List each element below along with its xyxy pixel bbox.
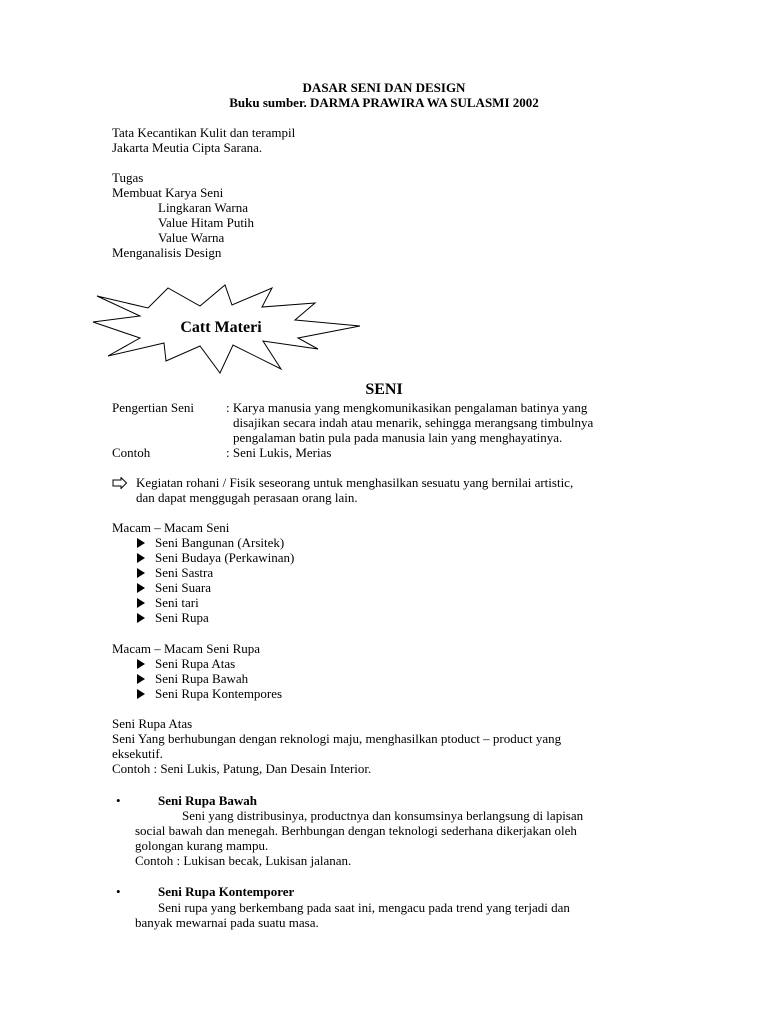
list-item (137, 535, 284, 550)
rupa-kontemporer-line: Seni rupa yang berkembang pada saat ini, mengacu pada trend yang terjadi dan (158, 900, 570, 915)
contoh-label: Contoh (112, 445, 151, 460)
pengertian-line: : Karya manusia yang mengkomunikasikan pengalaman batinya yang (226, 400, 588, 415)
chevron-bullet-icon (137, 583, 145, 593)
chevron-bullet-icon (137, 674, 145, 684)
list-item-label: Seni Rupa Atas (155, 656, 236, 671)
list-item-label: Seni Rupa Kontempores (155, 686, 283, 701)
list-item (137, 550, 294, 565)
list-item (137, 595, 199, 610)
list-item (137, 610, 209, 625)
rupa-kontemporer-line: banyak mewarnai pada suatu masa. (135, 915, 319, 930)
tugas-sub-item: Lingkaran Warna (158, 200, 249, 215)
document-subtitle: Buku sumber. DARMA PRAWIRA WA SULASMI 2002 (229, 95, 539, 110)
tugas-sub-item: Value Hitam Putih (158, 215, 255, 230)
chevron-bullet-icon (137, 659, 145, 669)
list-item-label: Seni Suara (155, 580, 211, 595)
tugas-heading: Tugas (112, 170, 144, 185)
list-item (137, 580, 211, 595)
macam-seni-heading: Macam – Macam Seni (112, 520, 230, 535)
source-line-1: Tata Kecantikan Kulit dan terampil (112, 125, 296, 140)
list-item-label: Seni Rupa Bawah (155, 671, 249, 686)
arrow-icon (112, 477, 128, 489)
source-line-2: Jakarta Meutia Cipta Sarana. (112, 140, 263, 155)
seni-heading: SENI (365, 381, 403, 398)
arrow-text-line: Kegiatan rohani / Fisik seseorang untuk menghasilkan sesuatu yang bernilai artistic, (136, 475, 574, 490)
chevron-bullet-icon (137, 613, 145, 623)
list-item-label: Seni Bangunan (Arsitek) (155, 535, 285, 550)
pengertian-label: Pengertian Seni (112, 400, 194, 415)
rupa-bawah-line: Contoh : Lukisan becak, Lukisan jalanan. (135, 853, 352, 868)
list-item (137, 656, 235, 671)
list-item-label: Seni tari (155, 595, 199, 610)
tugas-sub-item: Value Warna (158, 230, 225, 245)
chevron-bullet-icon (137, 553, 145, 563)
chevron-bullet-icon (137, 538, 145, 548)
rupa-atas-line: eksekutif. (112, 746, 163, 761)
pengertian-line: disajikan secara indah atau menarik, sehingga merangsang timbulnya (233, 415, 594, 430)
rupa-atas-heading: Seni Rupa Atas (112, 716, 193, 731)
rupa-bawah-heading: Seni Rupa Bawah (158, 793, 257, 808)
list-item-label: Seni Budaya (Perkawinan) (155, 550, 295, 565)
chevron-bullet-icon (137, 568, 145, 578)
tugas-item-1: Membuat Karya Seni (112, 185, 224, 200)
rupa-bawah-line: social bawah dan menegah. Berhbungan dengan teknologi sederhana dikerjakan oleh (135, 823, 577, 838)
pengertian-line: pengalaman batin pula pada manusia lain yang menghayatinya. (233, 430, 563, 445)
list-item (137, 671, 248, 686)
list-item (137, 565, 213, 580)
chevron-bullet-icon (137, 598, 145, 608)
contoh-value: : Seni Lukis, Merias (226, 445, 332, 460)
macam-seni-rupa-heading: Macam – Macam Seni Rupa (112, 641, 261, 656)
rupa-kontemporer-heading: Seni Rupa Kontemporer (158, 884, 295, 899)
bullet-dot: • (116, 884, 121, 899)
rupa-atas-line: Contoh : Seni Lukis, Patung, Dan Desain Interior. (112, 761, 372, 776)
list-item (137, 686, 282, 701)
list-item-label: Seni Sastra (155, 565, 214, 580)
document-title: DASAR SENI DAN DESIGN (302, 80, 466, 95)
bullet-dot: • (116, 793, 121, 808)
starburst-shape (0, 283, 768, 383)
tugas-item-2: Menganalisis Design (112, 245, 222, 260)
rupa-atas-line: Seni Yang berhubungan dengan reknologi maju, menghasilkan ptoduct – product yang (112, 731, 562, 746)
rupa-bawah-line: Seni yang distribusinya, productnya dan konsumsinya berlangsung di lapisan (182, 808, 584, 823)
starburst-label: Catt Materi (180, 319, 262, 336)
rupa-bawah-line: golongan kurang mampu. (135, 838, 269, 853)
arrow-text-line: dan dapat menggugah perasaan orang lain. (136, 490, 358, 505)
chevron-bullet-icon (137, 689, 145, 699)
list-item-label: Seni Rupa (155, 610, 209, 625)
